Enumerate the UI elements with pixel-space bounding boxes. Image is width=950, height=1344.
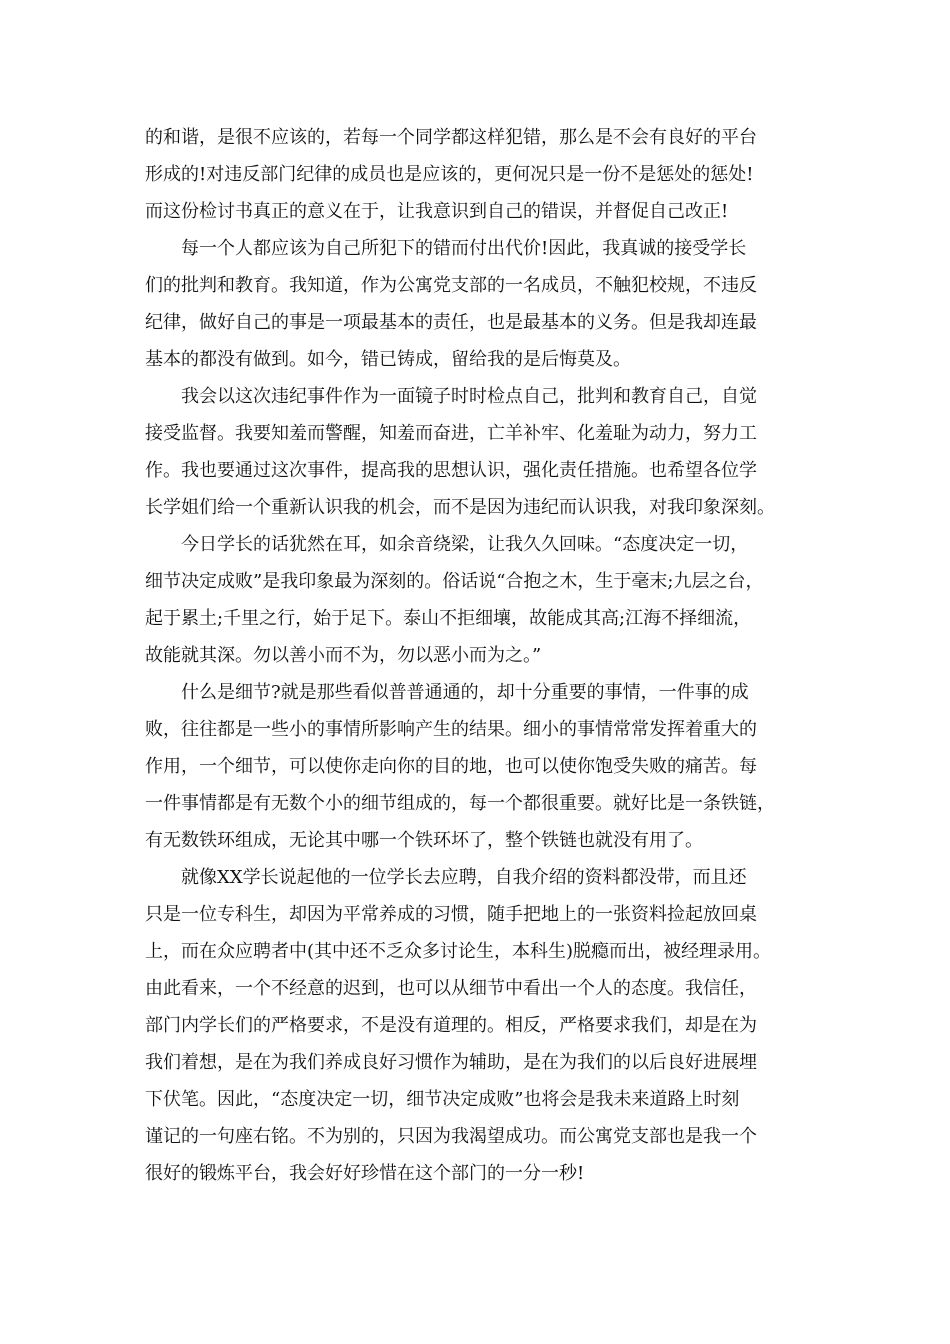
- text-line: 谨记的一句座右铭。不为别的，只因为我渴望成功。而公寓党支部也是我一个: [145, 1126, 757, 1147]
- text-line: 纪律，做好自己的事是一项最基本的责任，也是最基本的义务。但是我却连最: [145, 312, 757, 333]
- text-line: 起于累土;千里之行，始于足下。泰山不拒细壤，故能成其高;江海不择细流，: [145, 608, 752, 629]
- text-line: 什么是细节?就是那些看似普普通通的，却十分重要的事情，一件事的成: [181, 682, 749, 703]
- document-body: [145, 119, 805, 1192]
- text-line: 们的批判和教育。我知道，作为公寓党支部的一名成员，不触犯校规，不违反: [145, 275, 757, 296]
- paragraph-3: [145, 378, 805, 526]
- text-line: 每一个人都应该为自己所犯下的错而付出代价!因此，我真诚的接受学长: [181, 238, 747, 259]
- text-line: 只是一位专科生，却因为平常养成的习惯，随手把地上的一张资料捡起放回桌: [145, 904, 757, 925]
- text-line: 由此看来，一个不经意的迟到，也可以从细节中看出一个人的态度。我信任，: [145, 978, 757, 999]
- text-line: 部门内学长们的严格要求，不是没有道理的。相反，严格要求我们，却是在为: [145, 1015, 757, 1036]
- text-line: 败，往往都是一些小的事情所影响产生的结果。细小的事情常常发挥着重大的: [145, 719, 757, 740]
- text-line: 下伏笔。因此，“态度决定一切，细节决定成败”也将会是我未来道路上时刻: [145, 1089, 740, 1110]
- text-line: 有无数铁环组成，无论其中哪一个铁环坏了，整个铁链也就没有用了。: [145, 830, 703, 851]
- text-line: 作用，一个细节，可以使你走向你的目的地，也可以使你饱受失败的痛苦。每: [145, 756, 757, 777]
- paragraph-6: [145, 859, 805, 1192]
- text-line: 就像XX学长说起他的一位学长去应聘，自我介绍的资料都没带，而且还: [181, 867, 747, 888]
- text-line: 基本的都没有做到。如今，错已铸成，留给我的是后悔莫及。: [145, 349, 631, 370]
- text-line: 今日学长的话犹然在耳，如余音绕梁，让我久久回味。“态度决定一切，: [181, 534, 749, 555]
- text-line: 细节决定成败”是我印象最为深刻的。俗话说“合抱之木，生于毫末;九层之台，: [145, 571, 764, 592]
- text-line: 上，而在众应聘者中(其中还不乏众多讨论生，本科生)脱瘾而出，被经理录用。: [145, 941, 772, 962]
- text-line: 接受监督。我要知羞而警醒，知羞而奋进，亡羊补牢、化羞耻为动力，努力工: [145, 423, 757, 444]
- text-line: 长学姐们给一个重新认识我的机会，而不是因为违纪而认识我，对我印象深刻。: [145, 497, 775, 518]
- text-line: 而这份检讨书真正的意义在于，让我意识到自己的错误，并督促自己改正!: [145, 201, 729, 222]
- text-line: 我们着想，是在为我们养成良好习惯作为辅助，是在为我们的以后良好进展埋: [145, 1052, 757, 1073]
- text-line: 形成的!对违反部门纪律的成员也是应该的，更何况只是一份不是惩处的惩处!: [145, 164, 754, 185]
- paragraph-4: [145, 526, 805, 674]
- text-line: 作。我也要通过这次事件，提高我的思想认识，强化责任措施。也希望各位学: [145, 460, 757, 481]
- text-line: 我会以这次违纪事件作为一面镜子时时检点自己，批判和教育自己，自觉: [181, 386, 757, 407]
- text-line: 故能就其深。勿以善小而不为，勿以恶小而为之。”: [145, 645, 542, 666]
- text-line: 的和谐，是很不应该的，若每一个同学都这样犯错，那么是不会有良好的平台: [145, 127, 757, 148]
- paragraph-1: [145, 119, 805, 230]
- paragraph-2: [145, 230, 805, 378]
- text-line: 很好的锻炼平台，我会好好珍惜在这个部门的一分一秒!: [145, 1163, 585, 1184]
- text-line: 一件事情都是有无数个小的细节组成的，每一个都很重要。就好比是一条铁链，: [145, 793, 775, 814]
- paragraph-5: [145, 674, 805, 859]
